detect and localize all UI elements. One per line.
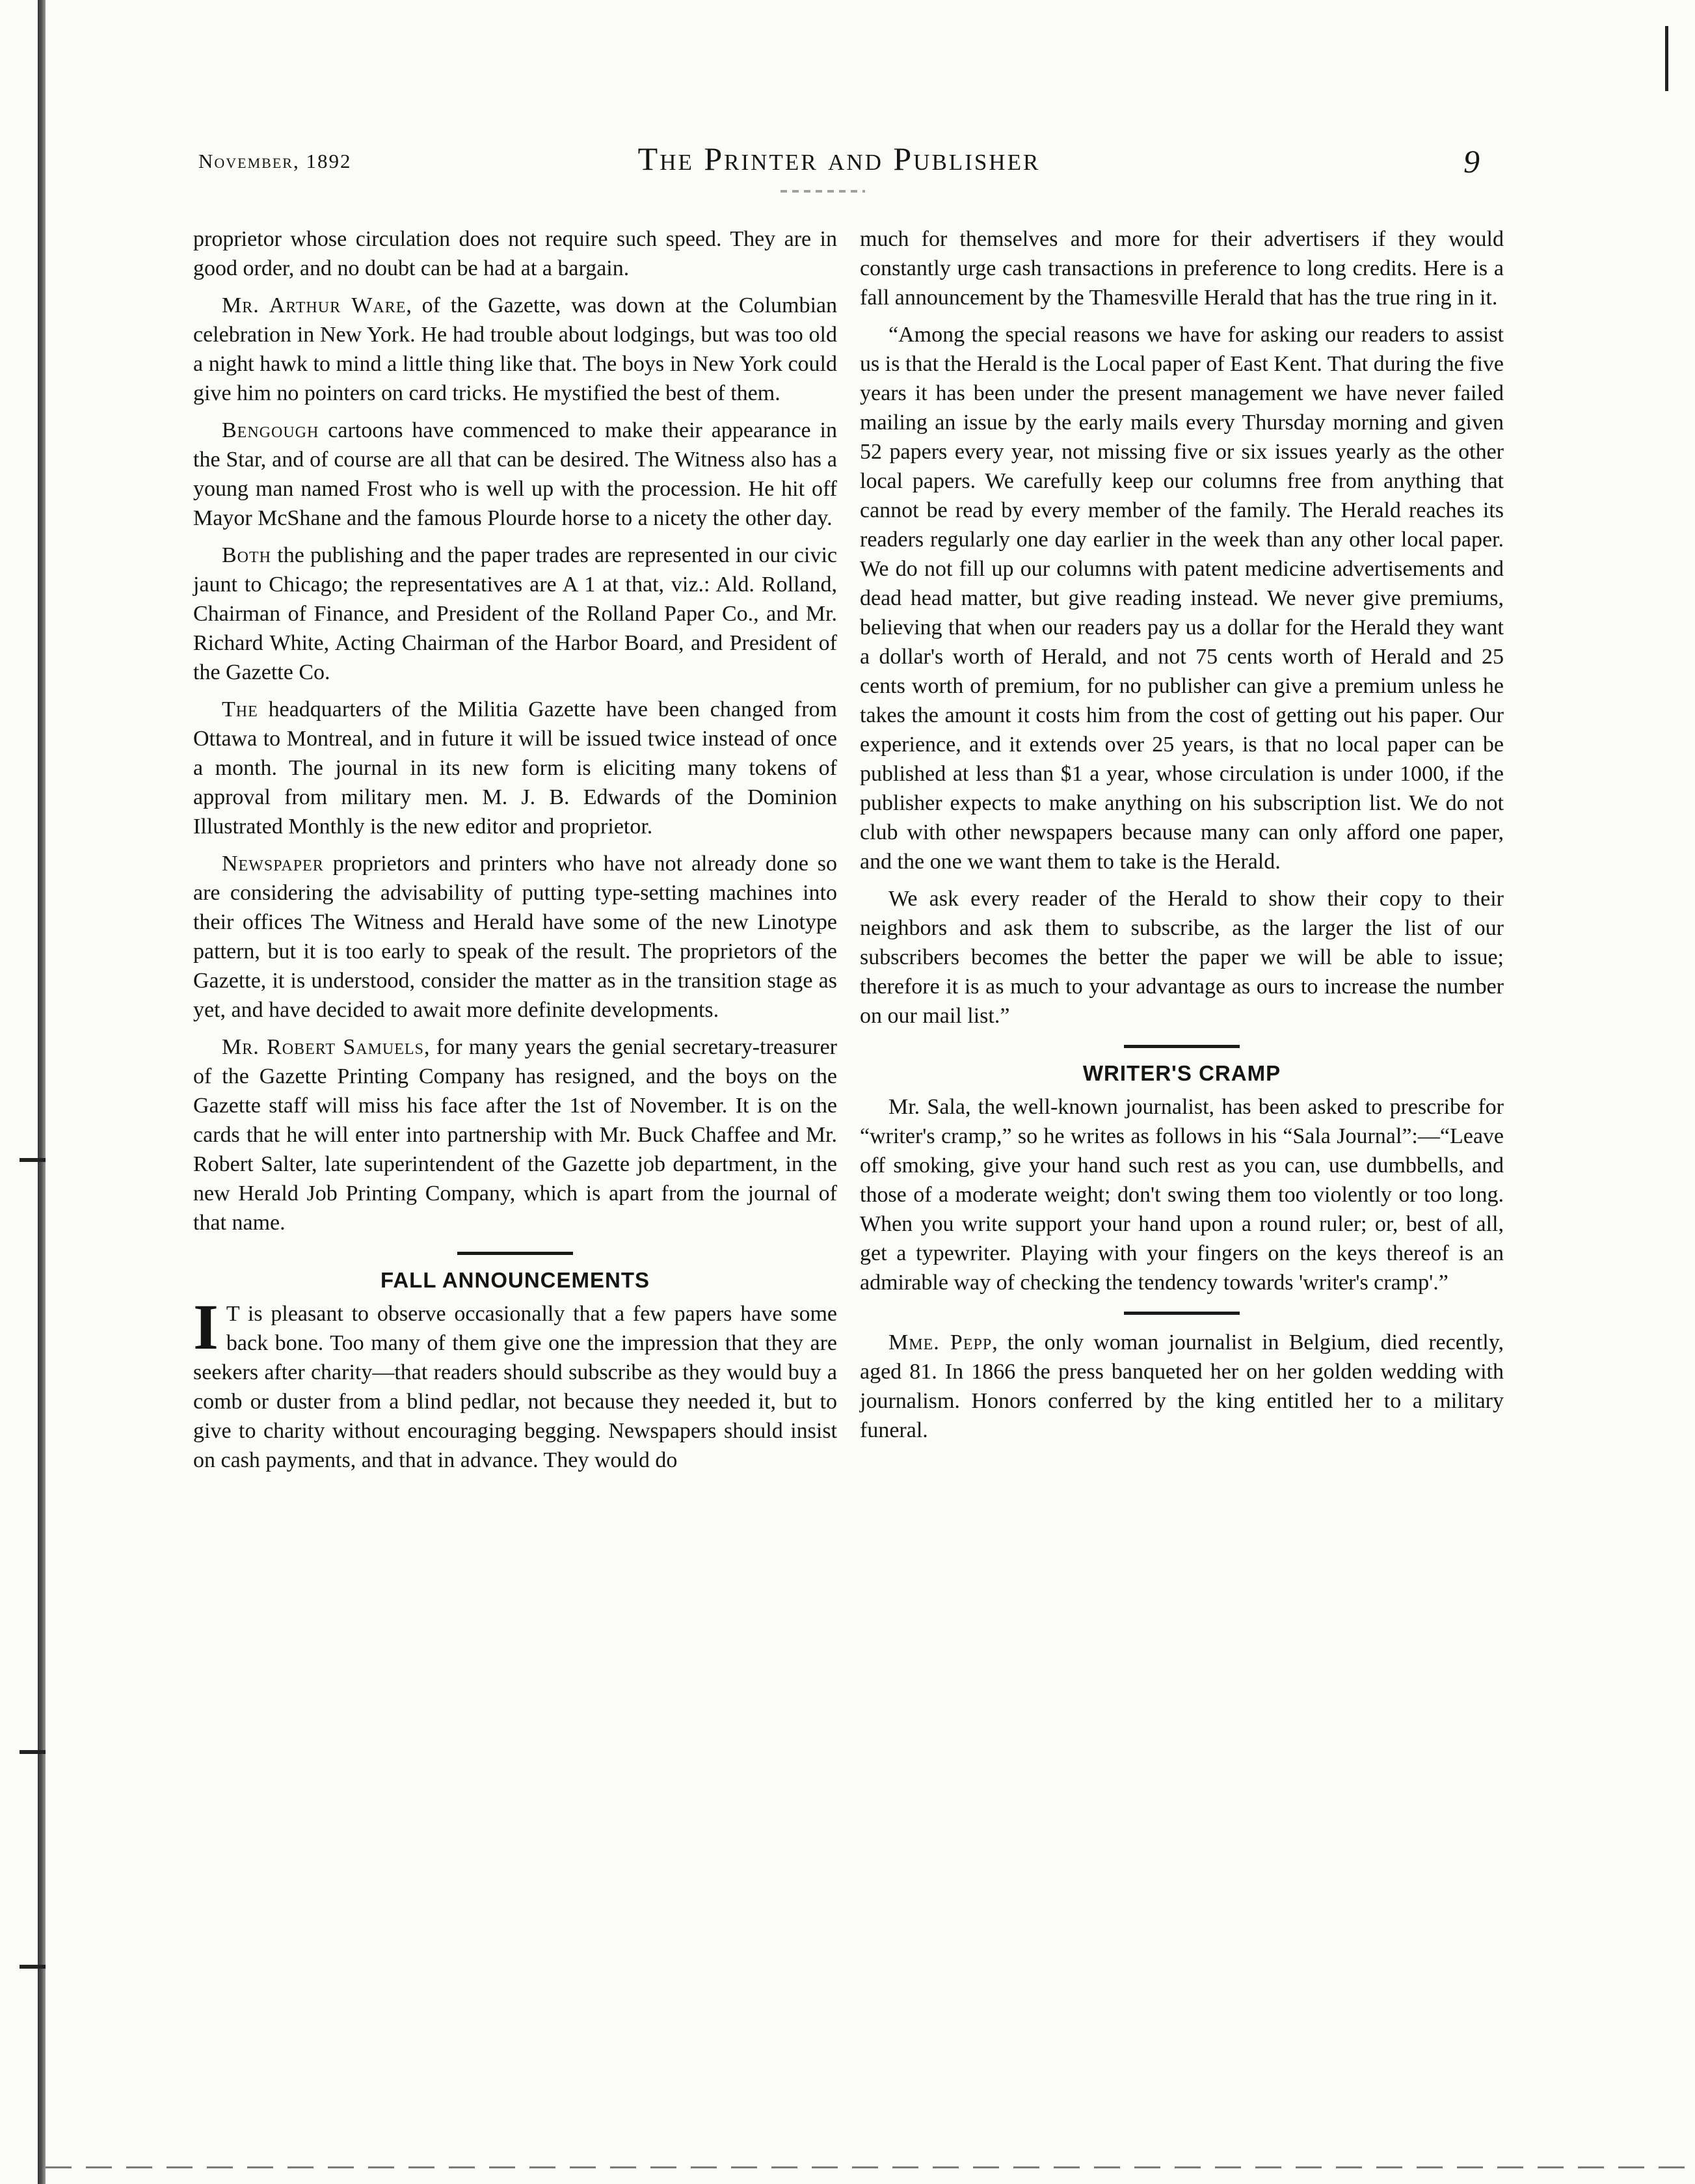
paragraph-lead: Both	[222, 543, 272, 567]
paragraph-lead: The	[222, 697, 258, 721]
paragraph-writers-cramp: Mr. Sala, the well-known journalist, has been asked to prescribe for “writer's cramp,” so he writes as follows in his “Sala Journal”:—“Leave off smoking, give your hand such rest as you can, use dumbbells, and those of a moderate weight; don't swing them too violently or too long. When you write support your hand upon a round ruler; or, best of all, get a typewriter. Playing with your fingers on the keys thereof is an admirable way of checking the tendency towards 'writer's cramp'.”	[860, 1095, 1504, 1295]
scan-mark	[20, 1750, 46, 1754]
paragraph-lead: Mme. Pepp	[888, 1330, 993, 1355]
quote-herald-announcement: “Among the special reasons we have for asking our readers to assist us is that the Herald is the Local paper of East Kent. That during the five years it has been under the present management we have never failed mailing an issue by the early mails every Thursday morning and given 52 papers every year, not missing five or six issues yearly as the other local papers. We carefully keep our columns free from anything that cannot be read by every member of the family. The Herald reaches its readers regularly one day earlier in the week than any other local paper. We do not fill up our columns with patent medicine advertisements and dead head matter, but give reading instead. We never give premiums, believing that when our readers pay us a dollar for the Herald they want a dollar's worth of Herald, and not 75 cents worth of Herald and 25 cents worth of premium, for no publisher can give a premium unless he takes the amount it costs him from the cost of getting out his paper. Our experience, and it extends over 25 years, is that no local paper can be published at less than $1 a year, whose circulation is under 1000, if the publisher expects to make anything on his subscription list. We do not club with other newspapers because many can only afford one paper, and the one we want them to take is the Herald.	[860, 323, 1504, 874]
paragraph-militia-gazette	[193, 695, 837, 841]
paragraph-body: the publishing and the paper trades are represented in our civic jaunt to Chicago; the representatives are A 1 at that, viz.: Ald. Rolland, Chairman of Finance, and President of the Rolland Paper Co., and Mr. Richard White, Acting Chairman of the Harbor Board, and President of the Gazette Co.	[193, 543, 837, 684]
quote-herald-closing: We ask every reader of the Herald to show their copy to their neighbors and ask them to subscribe, as the larger the list of our subscribers becomes the better the paper we will be able to issue; therefore it is as much to your advantage as ours to increase the number on our mail list.”	[860, 887, 1504, 1028]
paragraph-body: , of the Gazette, was down at the Columbian celebration in New York. He had trouble about lodgings, but was too old a night hawk to mind a little thing like that. The boys in New York could give him no pointers on card tricks. He mystified the best of them.	[193, 293, 838, 405]
paragraph-chicago-jaunt	[193, 541, 837, 687]
paragraph-robert-samuels	[193, 1032, 837, 1237]
header-date: November, 1892	[198, 150, 352, 172]
left-column	[193, 224, 837, 1475]
scan-mark	[1665, 26, 1668, 91]
scan-mark	[20, 1158, 46, 1162]
paragraph-lead: Bengough	[222, 418, 319, 442]
publication-title: The Printer and Publisher	[637, 141, 1041, 177]
scan-left-edge	[38, 0, 46, 2184]
paragraph-typesetting-machines	[193, 849, 837, 1025]
paragraph-mme-pepp	[860, 1328, 1504, 1445]
paragraph-fall-intro	[193, 1291, 837, 1475]
paragraph-lead: Mr. Robert Samuels	[222, 1035, 424, 1059]
paragraph-body: , the only woman journalist in Belgium, died recently, aged 81. In 1866 the press banqueted her on her golden wedding with journalism. Honors conferred by the king entitled her to a military funeral.	[860, 1330, 1504, 1442]
section-divider	[1124, 1045, 1240, 1048]
section-divider	[1124, 1312, 1240, 1315]
section-divider	[457, 1252, 573, 1255]
paragraph-body: headquarters of the Militia Gazette have been changed from Ottawa to Montreal, and in future it will be issued twice instead of once a month. The journal in its new form is eliciting many tokens of approval from military men. M. J. B. Edwards of the Dominion Illustrated Monthly is the new editor and proprietor.	[193, 697, 837, 839]
page-number: 9	[1463, 143, 1480, 180]
heading-fall-announcements: FALL ANNOUNCEMENTS	[380, 1268, 650, 1292]
paragraph-fall-continued: much for themselves and more for their advertisers if they would constantly urge cash transactions in preference to long credits. Here is a fall announcement by the Thamesville Herald that has the true ring in it.	[860, 227, 1504, 310]
scan-bottom-rule	[46, 2166, 1691, 2168]
heading-writers-cramp: WRITER'S CRAMP	[1082, 1061, 1281, 1085]
paragraph-body: proprietors and printers who have not already done so are considering the advisability of putting type-setting machines into their offices The Witness and Herald have some of the new Linotype pattern, but it is too early to speak of the result. The proprietors of the Gazette, it is understood, consider the matter as in the transition stage as yet, and have decided to await more definite developments.	[193, 852, 837, 1022]
right-column	[860, 224, 1504, 1445]
paragraph-body: T is pleasant to observe occasionally that a few papers have some back bone. Too many of them give one the impression that they are seekers after charity—that readers should subscribe as they would buy a comb or duster from a blind pedlar, not because they needed it, but to give to charity without encouraging begging. Newspapers should insist on cash payments, and that in advance. They would do	[193, 1302, 837, 1472]
paragraph-press-sale: proprietor whose circulation does not require such speed. They are in good order, and no doubt can be had at a bargain.	[193, 227, 837, 280]
scan-mark	[20, 1965, 46, 1969]
header-ornament	[781, 190, 865, 193]
paragraph-lead: Newspaper	[222, 852, 324, 876]
paragraph-arthur-ware	[193, 291, 837, 408]
running-header	[198, 140, 1480, 185]
paragraph-lead: Mr. Arthur Ware	[222, 293, 407, 317]
paragraph-body: , for many years the genial secretary-treasurer of the Gazette Printing Company has resigned, and the boys on the Gazette staff will miss his face after the 1st of November. It is on the cards that he will enter into partnership with Mr. Buck Chaffee and Mr. Robert Salter, late superintendent of the Gazette job department, in the new Herald Job Printing Company, which is apart from the journal of that name.	[193, 1035, 837, 1235]
paragraph-body: cartoons have commenced to make their appearance in the Star, and of course are all that can be desired. The Witness also has a young man named Frost who is well up with the procession. He hit off Mayor McShane and the famous Plourde horse to a nicety the other day.	[193, 418, 837, 530]
drop-cap: I	[193, 1291, 219, 1363]
paragraph-bengough	[193, 416, 837, 533]
